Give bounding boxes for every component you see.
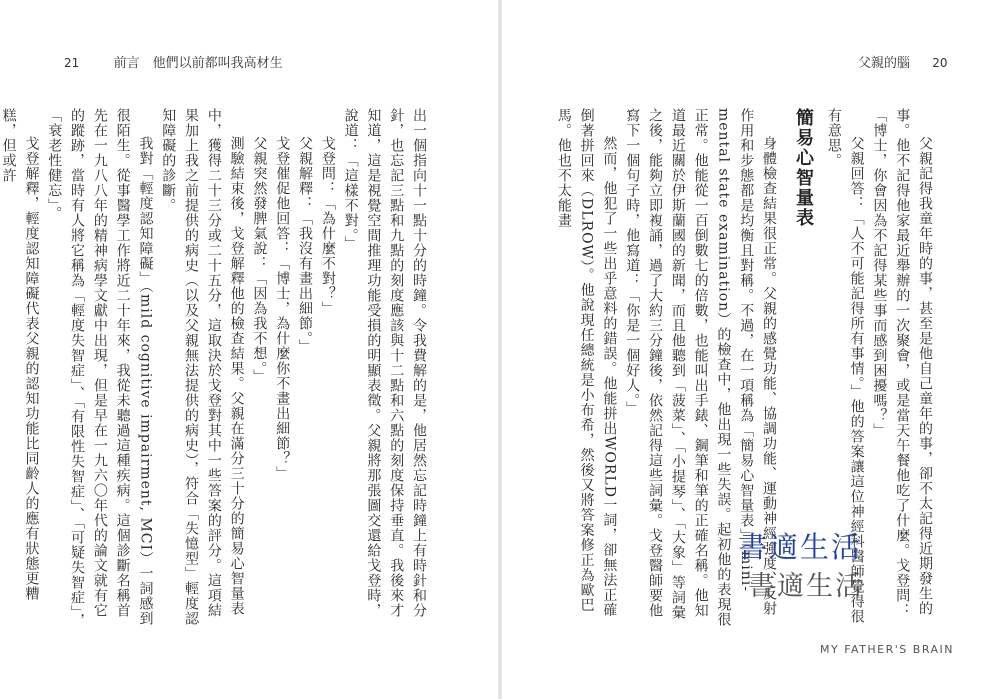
left-header: [64, 52, 283, 71]
watermark-text: 書適生活: [738, 530, 863, 564]
paragraph: 戈登問：「為什麼不對？」: [319, 136, 336, 316]
paragraph: 父親解釋：「我沒有畫出細節。」: [297, 136, 314, 354]
paragraph: 測驗結束後，戈登解釋他的檢查結果。父親在滿分三十分的簡易心智量表中，獲得二十三分或二十五分，這取決於戈登對其中一些答案的評分。這項結果加上我之前提供的病史（以及父親無法提供的病史），符合「失憶型」輕度認知障礙的診斷。: [160, 108, 245, 626]
paragraph: 戈登解釋，輕度認知障礙代表父親的認知功能比同齡人的應有狀態更糟糕，但或許: [0, 108, 40, 601]
right-footer: MY FATHER'S BRAIN: [820, 643, 955, 656]
left-running-head: 前言 他們以前都叫我高材生: [113, 56, 283, 71]
left-page-number: 21: [64, 56, 80, 70]
right-header: [858, 52, 948, 71]
watermark-shadow-text: 書適生活: [748, 571, 864, 602]
paragraph: 我對「輕度認知障礙」（mild cognitive impairment, MCI）一詞感到很陌生。從事醫學工作將近二十年來，我從未聽過這種疾病。這個診斷名稱首先在一九八八年的精神病學文獻中出現，但是早在一九六〇年代的論文就有它的蹤跡，當時有人將它稱為「輕度失智症」、「有限性失智症」、「可疑失智症」，「衰老性健忘」。: [46, 108, 154, 628]
paragraph: 父親記得我童年時的事，甚至是他自己童年的事，卻不太記得近期發生的事。他不記得他家最近舉辦的一次聚會，或是當天午餐他吃了什麼。戈登問：「博士，你會因為不記得某些事而感到困擾嗎？」: [871, 108, 933, 618]
paragraph: 然而，他犯了一些出乎意料的錯誤。他能拼出WORLD一詞，卻無法正確倒著拼回來（DLROW）。他說現任總統是小布希，然後又將答案修正為歐巴馬。他也不太能畫: [555, 108, 618, 618]
book-gutter: [498, 0, 502, 699]
section-heading: 簡易心智量表: [793, 108, 814, 228]
left-body-text: [0, 108, 430, 628]
paragraph: 父親回答：「人不可能記得所有事情。」他的答案讓這位神經科醫師覺得很有意思。: [825, 108, 865, 624]
paragraph: 出一個指向十一點十分的時鐘。令我費解的是，他居然忘記時鐘上有時針和分針，也忘記三點和九點的刻度應該與十二點和六點的刻度保持垂直。我後來才知道，這是視覺空間推理功能受損的明顯表徵。父親將那張圖交還給戈登時，說道：「這樣不對。」: [342, 108, 427, 618]
right-page-number: 20: [932, 56, 948, 70]
right-running-head: 父親的腦: [858, 56, 911, 71]
paragraph: 身體檢查結果很正常。父親的感覺功能、協調功能、運動神經強度、反射作用和步態都是均衡且對稱。不過，在一項稱為「簡易心智量表」（mini-mental state examination）的檢查中，他出現一些失誤。起初他的表現很正常。他能從一百倒數七的倍數，也能叫出手錶、鋼筆和筆的正確名稱。他知道最近關於伊斯蘭國的新聞，而且他聽到「菠菜」、「小提琴」、「大象」等詞彙之後，能夠立即複誦，過了大約三分鐘後，依然記得這些詞彙。戈登醫師要他寫下一個句子時，他寫道：「你是一個好人。」: [624, 108, 777, 628]
paragraph: 戈登催促他回答：「博士，為什麼你不畫出細節？」: [274, 136, 291, 481]
paragraph: 父親突然發脾氣說：「因為我不想。」: [251, 136, 268, 384]
